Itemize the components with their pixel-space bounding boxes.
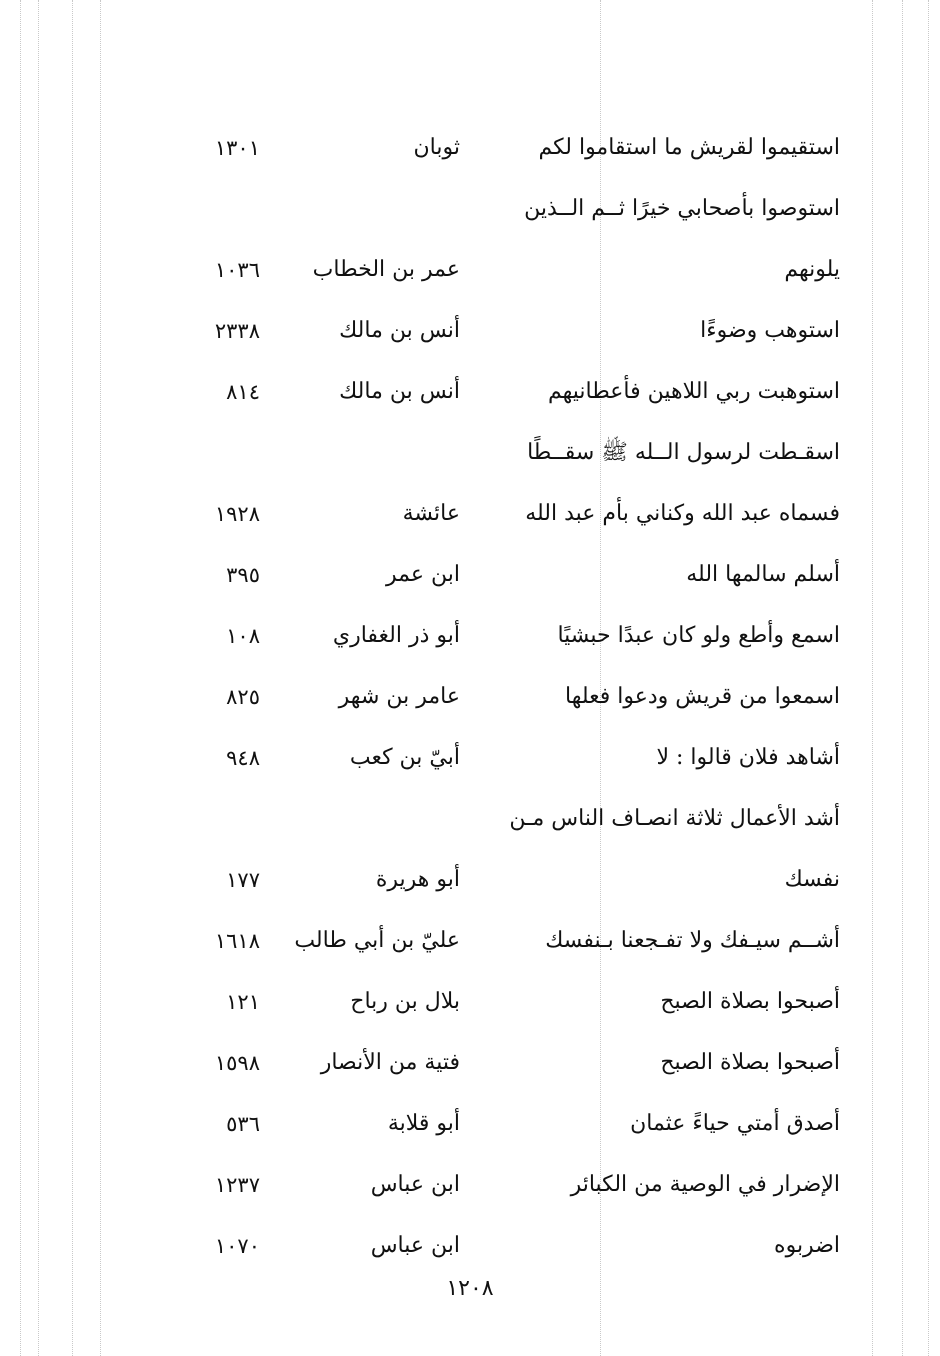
narrator-name: أبو ذر الغفاري [332,623,460,648]
index-row [180,1043,840,1104]
index-row [180,738,840,799]
narrator-name: أبيّ بن كعب [349,745,460,770]
hadith-text: أشــم سيـفك ولا تفـجعنا بـنفسك [545,928,840,953]
hadith-text: أصبحوا بصلاة الصبح [660,989,840,1014]
hadith-number: ١٠٨ [226,624,260,648]
hadith-number [180,189,260,229]
narrator-name: ابن عمر [386,562,460,587]
hadith-text: استوصوا بأصحابي خيرًا ثــم الــذين [524,196,840,221]
narrator-name: ابن عباس [370,1172,460,1197]
hadith-number: ٥٣٦ [226,1112,260,1136]
index-list [180,128,840,1287]
hadith-number: ١٦١٨ [214,929,260,953]
narrator-name: أنس بن مالك [339,379,460,404]
index-row [180,494,840,555]
hadith-text: أسلم سالمها الله [686,562,840,587]
narrator-name [260,189,460,229]
hadith-text: أصدق أمتي حياءً عثمان [630,1111,840,1136]
index-row [180,677,840,738]
hadith-text: اسمع وأطع ولو كان عبدًا حبشيًا [557,623,840,648]
hadith-text: اضربوه [774,1233,840,1258]
hadith-text: استوهب وضوءًا [700,318,840,343]
hadith-text: أشاهد فلان قالوا : لا [656,745,840,770]
hadith-text: استقيموا لقريش ما استقاموا لكم [538,135,840,160]
hadith-number: ٣٩٥ [226,563,260,587]
hadith-text: أصبحوا بصلاة الصبح [660,1050,840,1075]
hadith-number: ٨١٤ [226,380,260,404]
narrator-name: فتية من الأنصار [320,1050,460,1075]
narrator-name [260,799,460,839]
index-row [180,372,840,433]
hadith-number: ١٢١ [226,990,260,1014]
margin-guide-line [100,0,101,1356]
index-row [180,555,840,616]
narrator-name: أبو هريرة [375,867,460,892]
hadith-text: استوهبت ربي اللاهين فأعطانيهم [547,379,840,404]
hadith-number [180,433,260,473]
hadith-text: اسقـطت لرسول الــله ﷺ سقــطًا [527,440,840,465]
hadith-number [180,799,260,839]
hadith-number: ٨٢٥ [226,685,260,709]
margin-guide-line [72,0,73,1356]
narrator-name: بلال بن رباح [350,989,460,1014]
margin-guide-line [38,0,39,1356]
index-row [180,982,840,1043]
hadith-text: أشد الأعمال ثلاثة انصـاف الناس مـن [509,806,840,831]
narrator-name: عليّ بن أبي طالب [294,928,460,953]
hadith-number: ٩٤٨ [226,746,260,770]
margin-guide-line [928,0,929,1356]
index-row [180,1165,840,1226]
hadith-number: ١٧٧ [226,868,260,892]
hadith-number: ١٩٢٨ [214,502,260,526]
index-row [180,189,840,250]
margin-guide-line [872,0,873,1356]
hadith-number: ١٠٣٦ [214,258,260,282]
narrator-name [260,433,460,473]
narrator-name: عمر بن الخطاب [312,257,460,282]
hadith-number: ١٣٠١ [214,136,260,160]
margin-guide-line [20,0,21,1356]
index-row [180,1104,840,1165]
index-row [180,250,840,311]
index-row [180,799,840,860]
hadith-number: ١٢٣٧ [214,1173,260,1197]
index-row [180,921,840,982]
narrator-name: أبو قلابة [387,1111,460,1136]
narrator-name: ابن عباس [370,1233,460,1258]
index-row [180,860,840,921]
narrator-name: عائشة [402,501,460,526]
hadith-text: فسماه عبد الله وكناني بأم عبد الله [525,501,840,526]
narrator-name: عامر بن شهر [338,684,460,709]
hadith-text: اسمعوا من قريش ودعوا فعلها [565,684,840,709]
hadith-number: ٢٣٣٨ [214,319,260,343]
hadith-text: يلونهم [784,257,840,282]
index-row [180,128,840,189]
hadith-number: ١٠٧٠ [214,1234,260,1258]
index-row [180,311,840,372]
index-row [180,616,840,677]
narrator-name: ثوبان [413,135,460,160]
margin-guide-line [902,0,903,1356]
index-row [180,433,840,494]
narrator-name: أنس بن مالك [339,318,460,343]
hadith-text: الإضرار في الوصية من الكبائر [570,1172,840,1197]
hadith-text: نفسك [784,867,840,892]
hadith-number: ١٥٩٨ [214,1051,260,1075]
page-number: ١٢٠٨ [446,1276,494,1301]
